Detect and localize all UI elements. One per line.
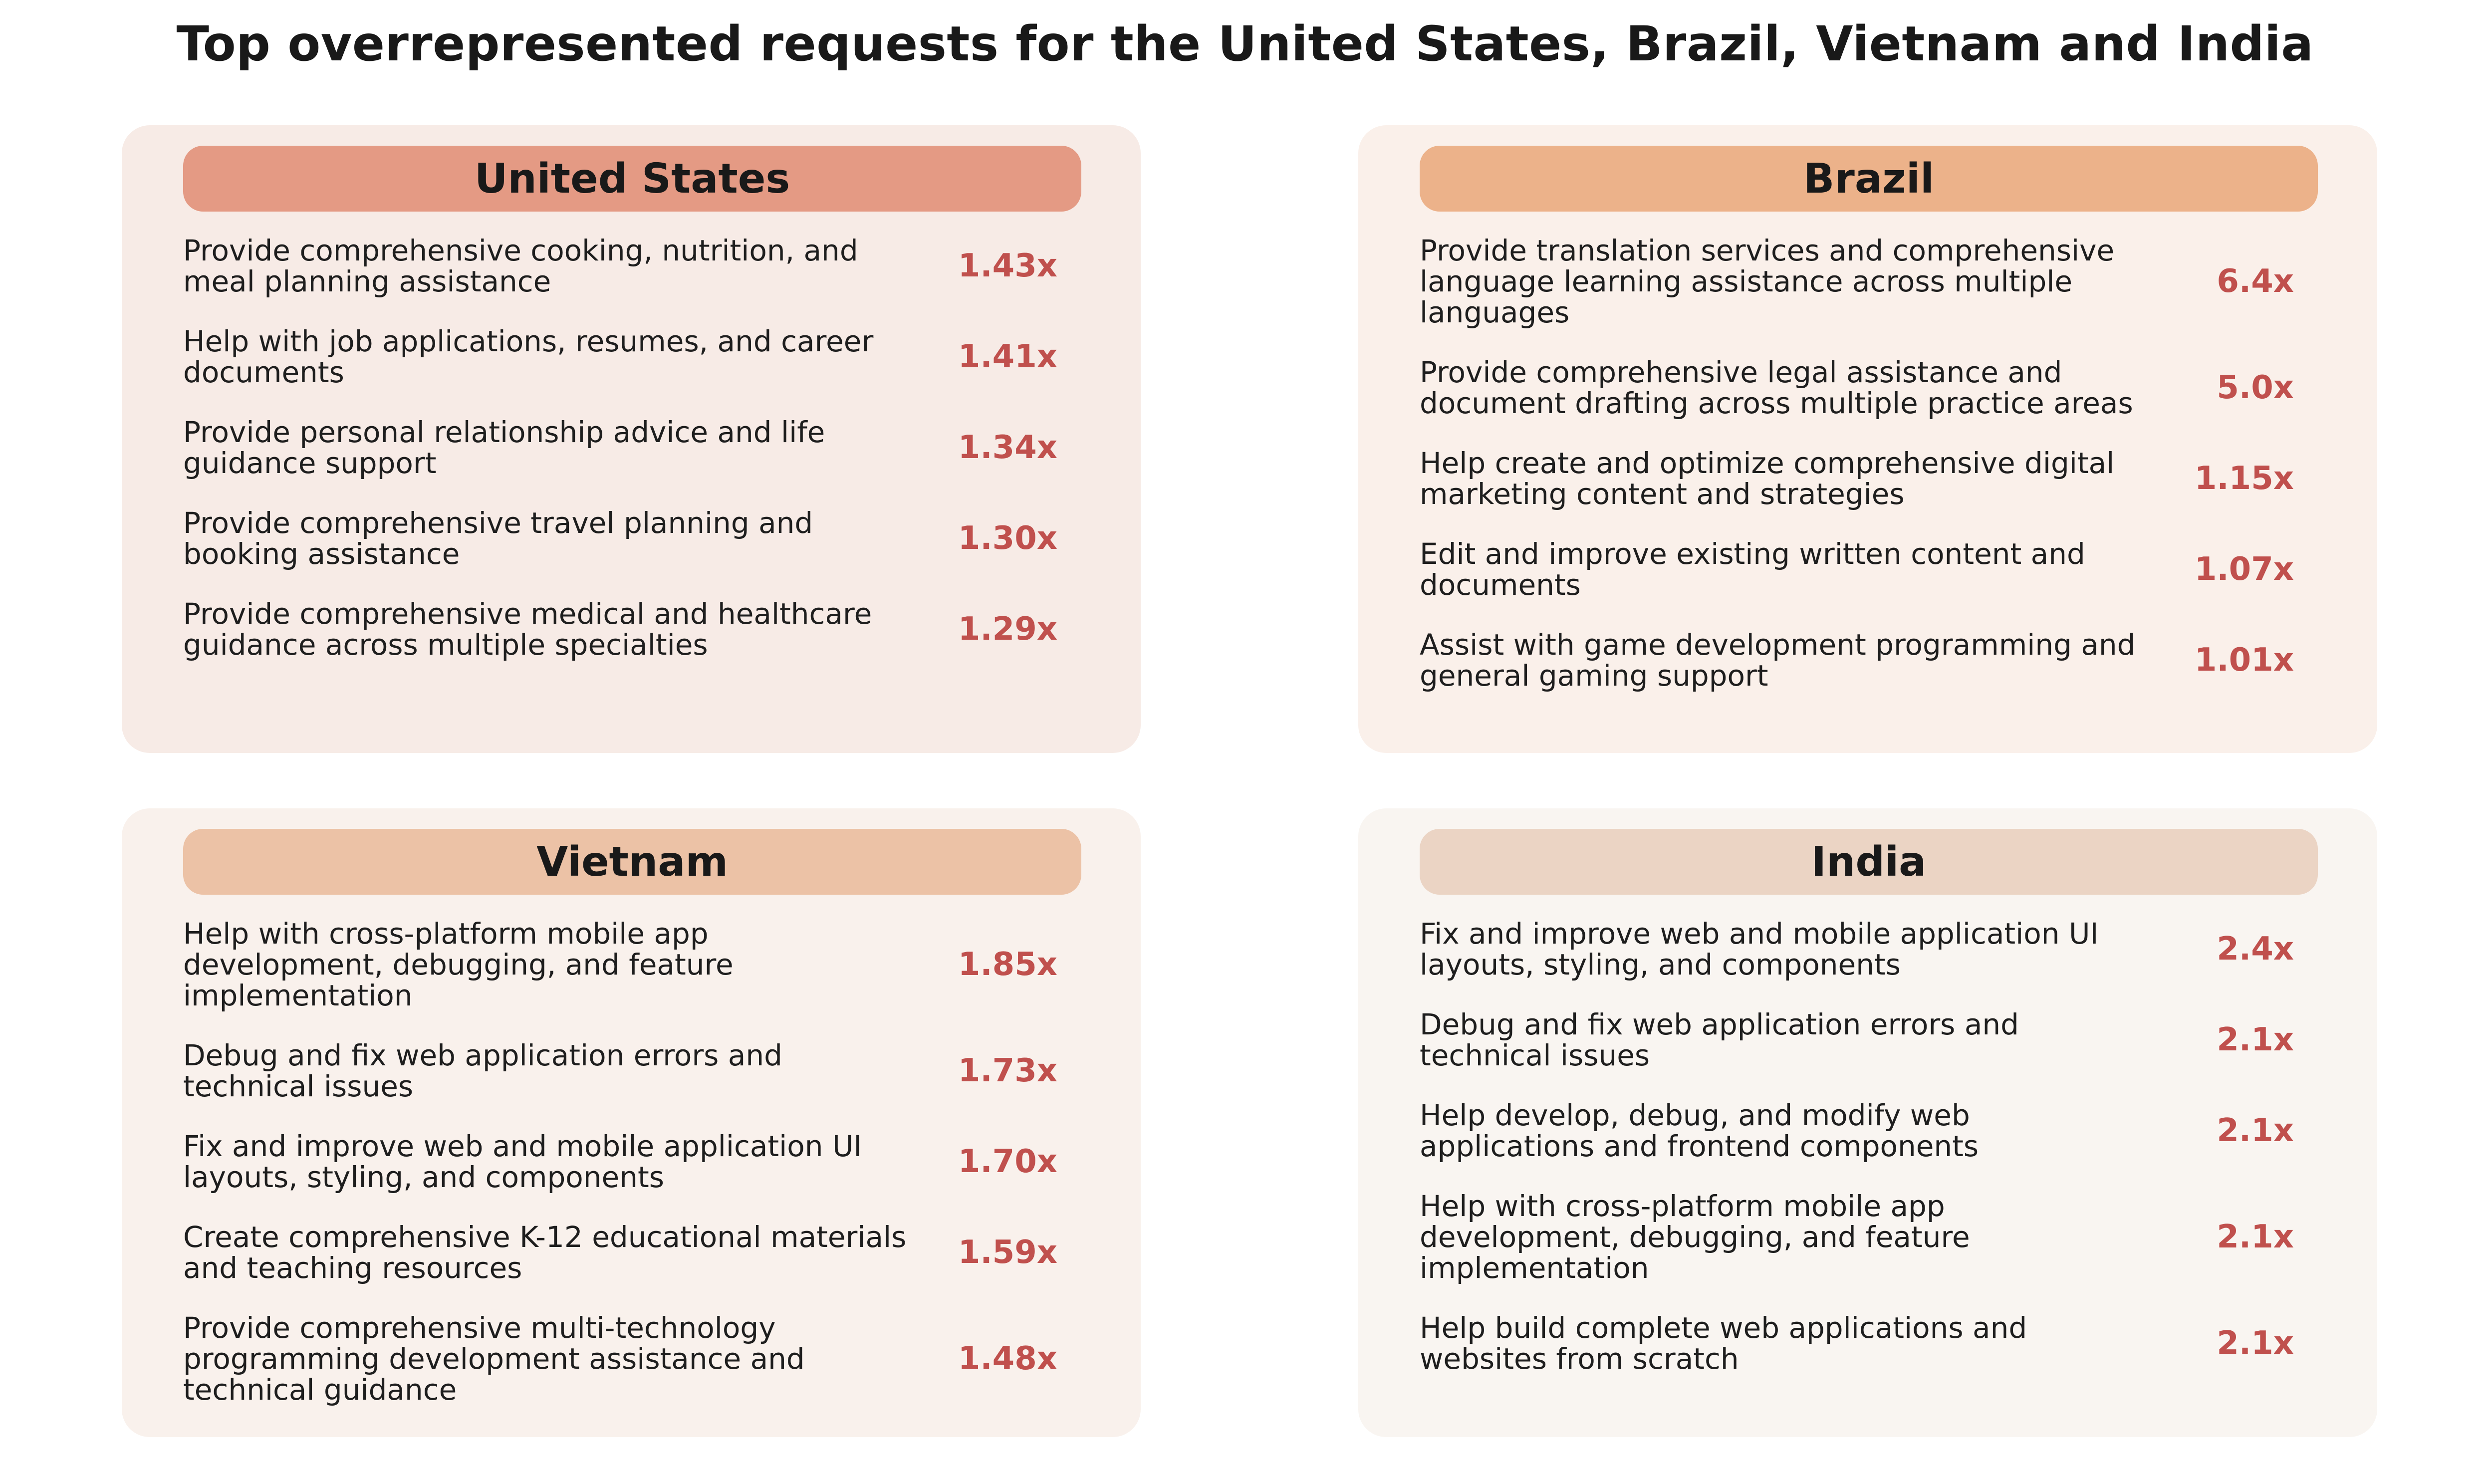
row-label: Help with cross-platform mobile app development, debugging, and feature implementation bbox=[1420, 1189, 1970, 1285]
row-label: Help develop, debug, and modify web applications and frontend components bbox=[1420, 1098, 1979, 1163]
table-row bbox=[1420, 1191, 2318, 1283]
table-row bbox=[183, 1222, 1081, 1283]
row-value: 2.1x bbox=[2217, 1219, 2294, 1255]
rows-brazil bbox=[1420, 235, 2318, 720]
row-label: Help build complete web applications and websites from scratch bbox=[1420, 1311, 2027, 1376]
row-label: Fix and improve web and mobile application UI layouts, styling, and components bbox=[183, 1129, 862, 1194]
rows-vietnam bbox=[183, 918, 1081, 1434]
panel-header-united-states: United States bbox=[183, 146, 1081, 212]
panel-india bbox=[1358, 808, 2377, 1437]
row-label: Help with job applications, resumes, and career documents bbox=[183, 324, 874, 389]
row-value: 2.1x bbox=[2217, 1021, 2294, 1058]
row-label: Fix and improve web and mobile application UI layouts, styling, and components bbox=[1420, 917, 2099, 982]
row-value: 1.85x bbox=[958, 946, 1057, 983]
table-row bbox=[183, 1312, 1081, 1405]
row-label: Debug and fix web application errors and technical issues bbox=[1420, 1007, 2019, 1072]
row-value: 1.30x bbox=[958, 520, 1057, 557]
row-value: 6.4x bbox=[2217, 263, 2294, 300]
row-value: 2.1x bbox=[2217, 1112, 2294, 1149]
row-value: 5.0x bbox=[2217, 369, 2294, 406]
row-label: Assist with game development programming and general gaming support bbox=[1420, 628, 2136, 693]
row-value: 1.07x bbox=[2194, 551, 2294, 588]
table-row bbox=[1420, 1009, 2318, 1071]
table-row bbox=[183, 598, 1081, 660]
row-value: 1.29x bbox=[958, 611, 1057, 648]
row-label: Provide comprehensive cooking, nutrition, and meal planning assistance bbox=[183, 234, 858, 298]
row-label: Provide comprehensive legal assistance and document drafting across multiple practice areas bbox=[1420, 355, 2133, 420]
table-row bbox=[1420, 538, 2318, 600]
rows-india bbox=[1420, 918, 2318, 1403]
row-value: 1.48x bbox=[958, 1340, 1057, 1377]
table-row bbox=[1420, 448, 2318, 509]
row-value: 2.4x bbox=[2217, 931, 2294, 968]
panel-vietnam bbox=[122, 808, 1141, 1437]
row-label: Help with cross-platform mobile app development, debugging, and feature implementation bbox=[183, 917, 734, 1012]
row-value: 1.41x bbox=[958, 338, 1057, 375]
row-label: Help create and optimize comprehensive digital marketing content and strategies bbox=[1420, 446, 2115, 511]
row-value: 1.01x bbox=[2194, 642, 2294, 679]
table-row bbox=[1420, 629, 2318, 691]
panel-header-vietnam: Vietnam bbox=[183, 829, 1081, 895]
row-value: 1.15x bbox=[2194, 460, 2294, 497]
table-row bbox=[1420, 1312, 2318, 1374]
panel-header-brazil: Brazil bbox=[1420, 146, 2318, 212]
table-row bbox=[1420, 357, 2318, 419]
table-row bbox=[183, 417, 1081, 479]
row-label: Create comprehensive K-12 educational materials and teaching resources bbox=[183, 1220, 907, 1285]
row-value: 1.34x bbox=[958, 429, 1057, 466]
table-row bbox=[1420, 918, 2318, 980]
table-row bbox=[183, 326, 1081, 388]
table-row bbox=[183, 507, 1081, 569]
table-row bbox=[1420, 1100, 2318, 1162]
row-label: Provide personal relationship advice and life guidance support bbox=[183, 415, 825, 480]
row-label: Edit and improve existing written content and documents bbox=[1420, 537, 2085, 602]
table-row bbox=[183, 1131, 1081, 1193]
row-value: 1.70x bbox=[958, 1143, 1057, 1180]
row-label: Debug and fix web application errors and technical issues bbox=[183, 1038, 782, 1103]
rows-united-states bbox=[183, 235, 1081, 689]
table-row bbox=[183, 918, 1081, 1011]
row-value: 2.1x bbox=[2217, 1325, 2294, 1362]
panel-brazil bbox=[1358, 125, 2377, 753]
row-label: Provide translation services and comprehensive language learning assistance across multiple languages bbox=[1420, 234, 2115, 329]
row-label: Provide comprehensive multi-technology programming development assistance and technical guidance bbox=[183, 1311, 805, 1407]
row-value: 1.43x bbox=[958, 247, 1057, 284]
panel-header-india: India bbox=[1420, 829, 2318, 895]
row-label: Provide comprehensive travel planning and booking assistance bbox=[183, 506, 813, 571]
row-value: 1.59x bbox=[958, 1234, 1057, 1271]
page-title: Top overrepresented requests for the United States, Brazil, Vietnam and India bbox=[176, 16, 2314, 72]
table-row bbox=[183, 235, 1081, 297]
row-label: Provide comprehensive medical and healthcare guidance across multiple specialties bbox=[183, 597, 872, 662]
panel-united-states bbox=[122, 125, 1141, 753]
row-value: 1.73x bbox=[958, 1052, 1057, 1089]
table-row bbox=[183, 1040, 1081, 1102]
table-row bbox=[1420, 235, 2318, 328]
